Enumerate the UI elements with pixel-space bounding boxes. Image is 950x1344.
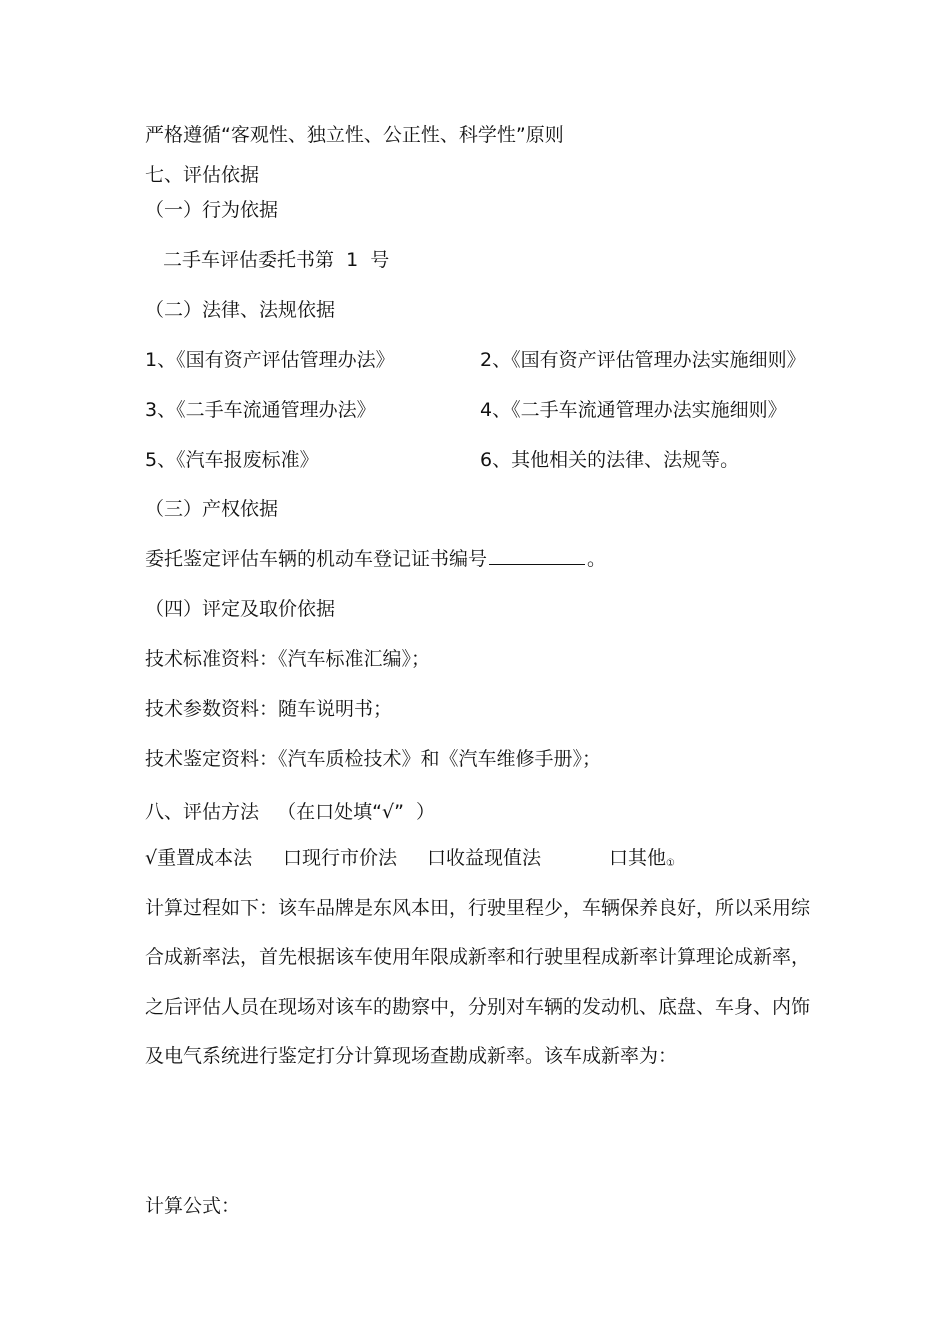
pricing-item: 技术鉴定资料：《汽车质检技术》和《汽车维修手册》； — [145, 748, 602, 770]
method-other-label: 口其他 — [609, 847, 667, 869]
pricing-item: 技术标准资料：《汽车标准汇编》； — [145, 648, 431, 670]
law-item: 2、《国有资产评估管理办法实施细则》 — [480, 349, 806, 371]
behavior-basis-title: （一）行为依据 — [145, 199, 279, 221]
law-item: 1、《国有资产评估管理办法》 — [145, 349, 395, 371]
behavior-basis-text: 二手车评估委托书第 1 号 — [163, 249, 390, 271]
pricing-item: 技术参数资料：随车说明书； — [145, 698, 393, 720]
law-item: 6、其他相关的法律、法规等。 — [480, 449, 740, 471]
method-market-price[interactable]: 口现行市价法 — [283, 847, 398, 869]
method-replacement-cost[interactable]: √重置成本法 — [145, 847, 253, 869]
law-item: 3、《二手车流通管理办法》 — [145, 399, 376, 421]
pricing-basis-title: （四）评定及取价依据 — [145, 598, 336, 620]
property-text-before: 委托鉴定评估车辆的机动车登记证书编号 — [145, 548, 488, 570]
property-basis-title: （三）产权依据 — [145, 498, 279, 520]
law-item: 5、《汽车报废标准》 — [145, 449, 319, 471]
method-other[interactable] — [609, 845, 675, 877]
section8-title: 八、评估方法 （在口处填“√” ） — [145, 801, 435, 823]
method-income[interactable]: 口收益现值法 — [427, 847, 542, 869]
principle-line: 严格遵循“客观性、独立性、公正性、科学性”原则 — [145, 124, 564, 146]
formula-label: 计算公式： — [145, 1195, 241, 1217]
calc-line: 计算过程如下：该车品牌是东风本田，行驶里程少，车辆保养良好，所以采用综 — [145, 897, 811, 919]
calc-line: 合成新率法，首先根据该车使用年限成新率和行驶里程成新率计算理论成新率， — [145, 946, 811, 968]
registration-number-blank[interactable] — [489, 546, 585, 565]
calc-line: 及电气系统进行鉴定打分计算现场查勘成新率。该车成新率为： — [145, 1045, 678, 1067]
law-item: 4、《二手车流通管理办法实施细则》 — [480, 399, 787, 421]
property-text-after: 。 — [587, 548, 607, 570]
property-basis-text — [145, 546, 606, 572]
law-basis-title: （二）法律、法规依据 — [145, 299, 336, 321]
footnote-mark: ① — [666, 858, 675, 869]
section7-title: 七、评估依据 — [145, 164, 260, 186]
calc-line: 之后评估人员在现场对该车的勘察中，分别对车辆的发动机、底盘、车身、内饰 — [145, 996, 811, 1018]
